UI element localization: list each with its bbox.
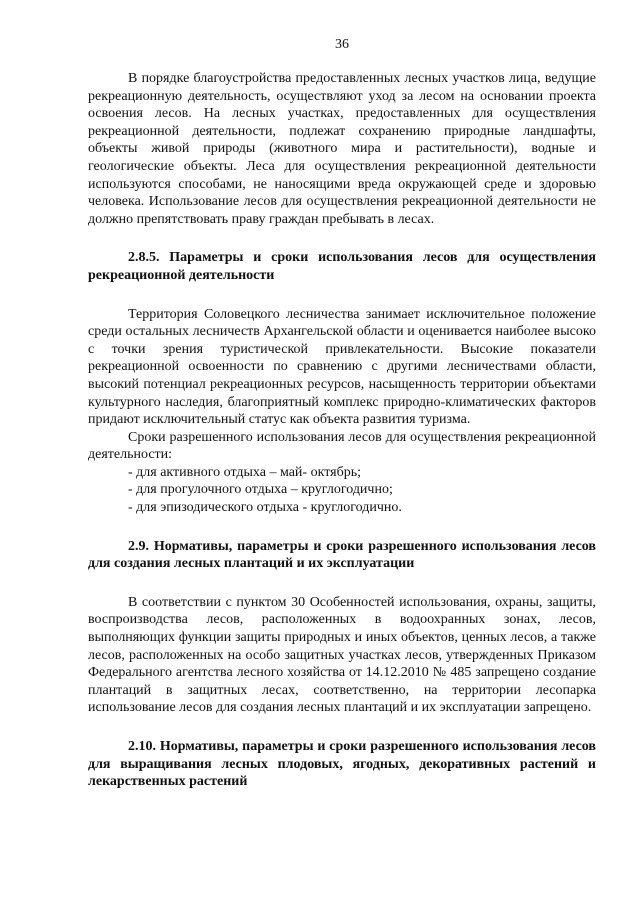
section-2-9-heading: 2.9. Нормативы, параметры и сроки разрешенного использования лесов для создания лесных плантаций и их эксплуатации xyxy=(88,538,596,572)
list-item: - для эпизодического отдыха - круглогодично. xyxy=(128,500,402,516)
page-number: 36 xyxy=(335,37,349,52)
list-item: - для активного отдыха – май- октябрь; xyxy=(128,464,361,480)
section-2-10-heading: 2.10. Нормативы, параметры и сроки разрешенного использования лесов для выращивания лесных плодовых, ягодных, декоративных растений и лекарственных растений xyxy=(88,739,596,790)
intro-paragraph: В порядке благоустройства предоставленных лесных участков лица, ведущие рекреационную деятельность, осуществляют уход за лесом на основании проекта освоения лесов. На лесных участках, предоставленных для осуществления рекреационной деятельности, подлежат сохранению природные ландшафты, объекты живой природы (животного мира и растительности), водные и геологические объекты. Леса для осуществления рекреационной деятельности используются способами, не наносящими вреда окружающей среде и здоровью человека. Использование лесов для осуществления рекреационной деятельности не должно препятствовать праву граждан пребывать в лесах. xyxy=(88,71,596,227)
section-2-8-5-paragraph-1: Территория Соловецкого лесничества занимает исключительное положение среди остальных лесничеств Архангельской области и оценивается наиболее высоко с точки зрения туристической привлекательности. Высокие показатели рекреационной освоенности по сравнению с другими лесничествами области, высокий потенциал рекреационных ресурсов, насыщенность территории объектами культурного наследия, благоприятный комплекс природно-климатических факторов придают исключительный статус как объекта развития туризма. xyxy=(88,306,596,428)
section-2-8-5-heading: 2.8.5. Параметры и сроки использования лесов для осуществления рекреационной деятельности xyxy=(88,250,596,283)
section-2-8-5-paragraph-2: Сроки разрешенного использования лесов для осуществления рекреационной деятельности: xyxy=(88,429,596,463)
list-item: - для прогулочного отдыха – круглогодично; xyxy=(128,482,393,498)
document-page xyxy=(88,36,596,791)
section-2-9-paragraph-1: В соответствии с пунктом 30 Особенностей использования, охраны, защиты, воспроизводства лесов, расположенных в водоохранных зонах, лесов, выполняющих функции защиты природных и иных объектов, ценных лесов, а также лесов, расположенных на особо защитных участках лесов, утвержденных Приказом Федерального агентства лесного хозяйства от 14.12.2010 № 485 запрещено создание плантаций в защитных лесах, соответственно, на территории лесопарка использование лесов для создания лесных плантаций и их эксплуатации запрещено. xyxy=(88,594,596,716)
